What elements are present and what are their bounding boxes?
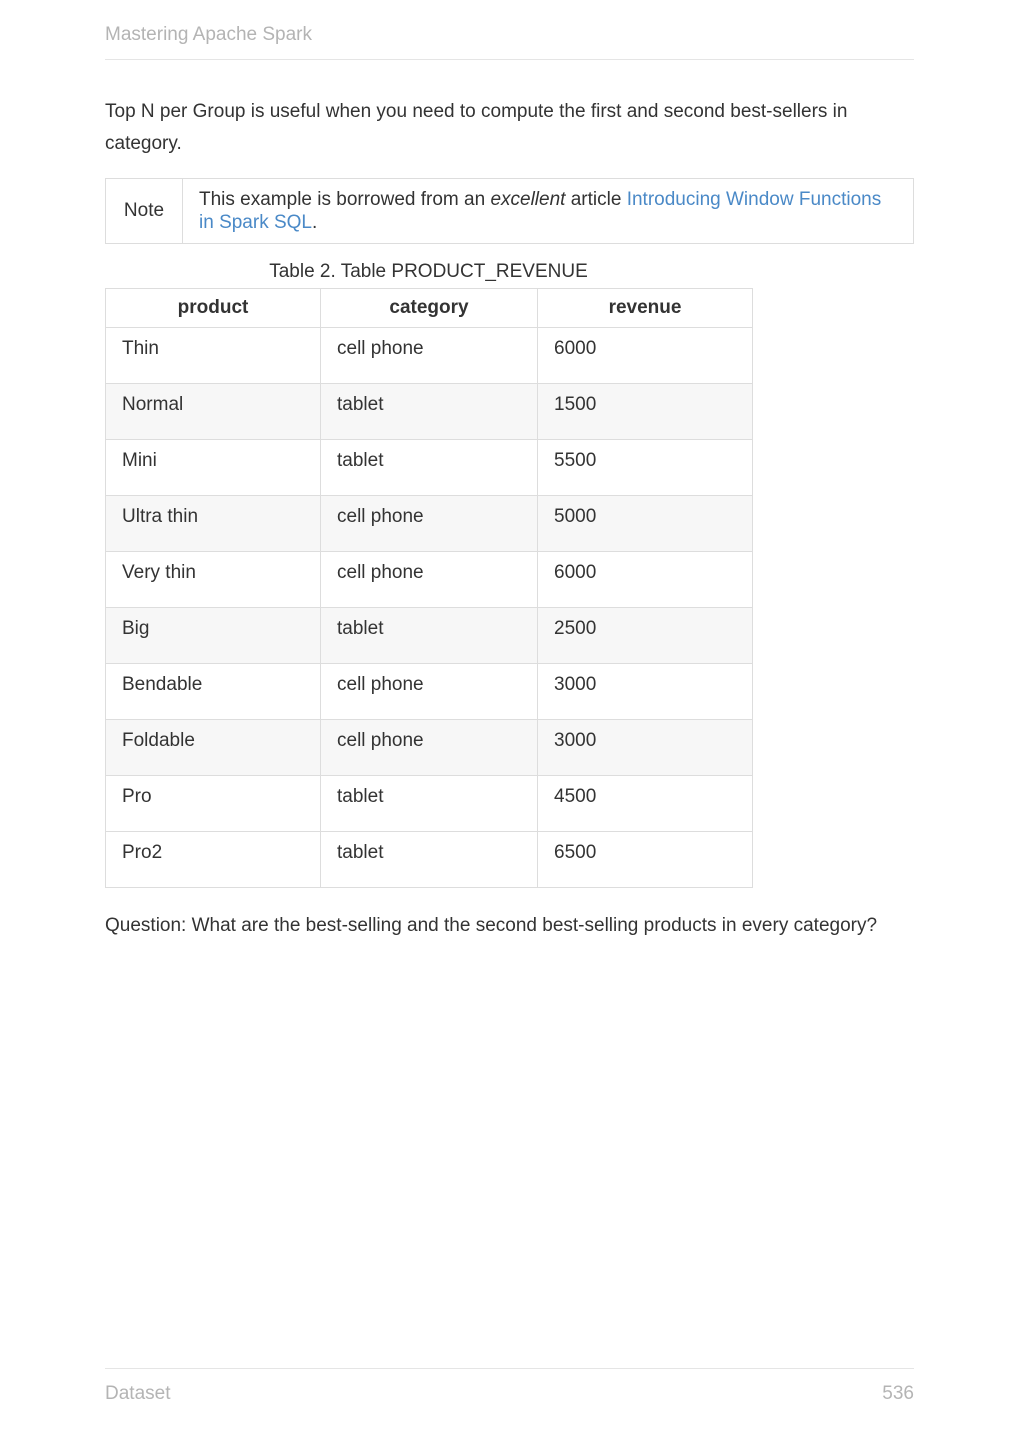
cell-category: cell phone	[321, 720, 538, 776]
cell-revenue: 5500	[538, 440, 753, 496]
cell-revenue: 1500	[538, 384, 753, 440]
book-title: Mastering Apache Spark	[105, 24, 313, 45]
table-row	[106, 832, 753, 888]
cell-product: Bendable	[106, 664, 321, 720]
note-text-segment-after: .	[312, 212, 318, 233]
table-row	[106, 328, 753, 384]
table-row	[106, 776, 753, 832]
cell-product: Mini	[106, 440, 321, 496]
cell-revenue: 6000	[538, 552, 753, 608]
intro-paragraph: Top N per Group is useful when you need to compute the first and second best-sellers in category.	[105, 101, 848, 154]
cell-category: tablet	[321, 384, 538, 440]
cell-category: cell phone	[321, 664, 538, 720]
cell-category: tablet	[321, 440, 538, 496]
table-row	[106, 496, 753, 552]
table-header-row	[106, 289, 753, 328]
cell-category: cell phone	[321, 552, 538, 608]
table-row	[106, 608, 753, 664]
table-row	[106, 440, 753, 496]
table-row	[106, 720, 753, 776]
product-revenue-table	[105, 288, 753, 888]
page-footer	[105, 1368, 914, 1405]
cell-category: tablet	[321, 608, 538, 664]
cell-revenue: 6500	[538, 832, 753, 888]
cell-product: Ultra thin	[106, 496, 321, 552]
cell-product: Very thin	[106, 552, 321, 608]
introducing-window-functions-link[interactable]: Introducing Window Functions in Spark SQL	[199, 189, 882, 233]
table-section	[105, 261, 752, 888]
column-header-revenue: revenue	[538, 289, 753, 328]
column-header-product: product	[106, 289, 321, 328]
cell-category: cell phone	[321, 496, 538, 552]
cell-product: Big	[106, 608, 321, 664]
cell-category: tablet	[321, 832, 538, 888]
page-header	[105, 0, 914, 60]
footer-section-label: Dataset	[105, 1383, 171, 1404]
column-header-category: category	[321, 289, 538, 328]
table-caption: Table 2. Table PRODUCT_REVENUE	[269, 261, 588, 282]
cell-revenue: 2500	[538, 608, 753, 664]
question-paragraph: Question: What are the best-selling and the second best-selling products in every category?	[105, 915, 878, 936]
table-row	[106, 384, 753, 440]
note-text-segment-before: This example is borrowed from an	[199, 189, 491, 210]
note-text-segment-middle: article	[565, 189, 627, 210]
page-number: 536	[882, 1383, 914, 1404]
note-label: Note	[106, 179, 183, 243]
cell-revenue: 5000	[538, 496, 753, 552]
cell-product: Pro	[106, 776, 321, 832]
note-italic-text: excellent	[490, 189, 566, 210]
cell-revenue: 3000	[538, 664, 753, 720]
cell-category: cell phone	[321, 328, 538, 384]
note-box	[105, 178, 914, 244]
table-row	[106, 664, 753, 720]
cell-revenue: 4500	[538, 776, 753, 832]
table-body	[106, 328, 753, 888]
cell-product: Thin	[106, 328, 321, 384]
cell-product: Pro2	[106, 832, 321, 888]
cell-revenue: 6000	[538, 328, 753, 384]
cell-revenue: 3000	[538, 720, 753, 776]
cell-category: tablet	[321, 776, 538, 832]
table-row	[106, 552, 753, 608]
cell-product: Foldable	[106, 720, 321, 776]
cell-product: Normal	[106, 384, 321, 440]
note-text	[183, 179, 913, 243]
